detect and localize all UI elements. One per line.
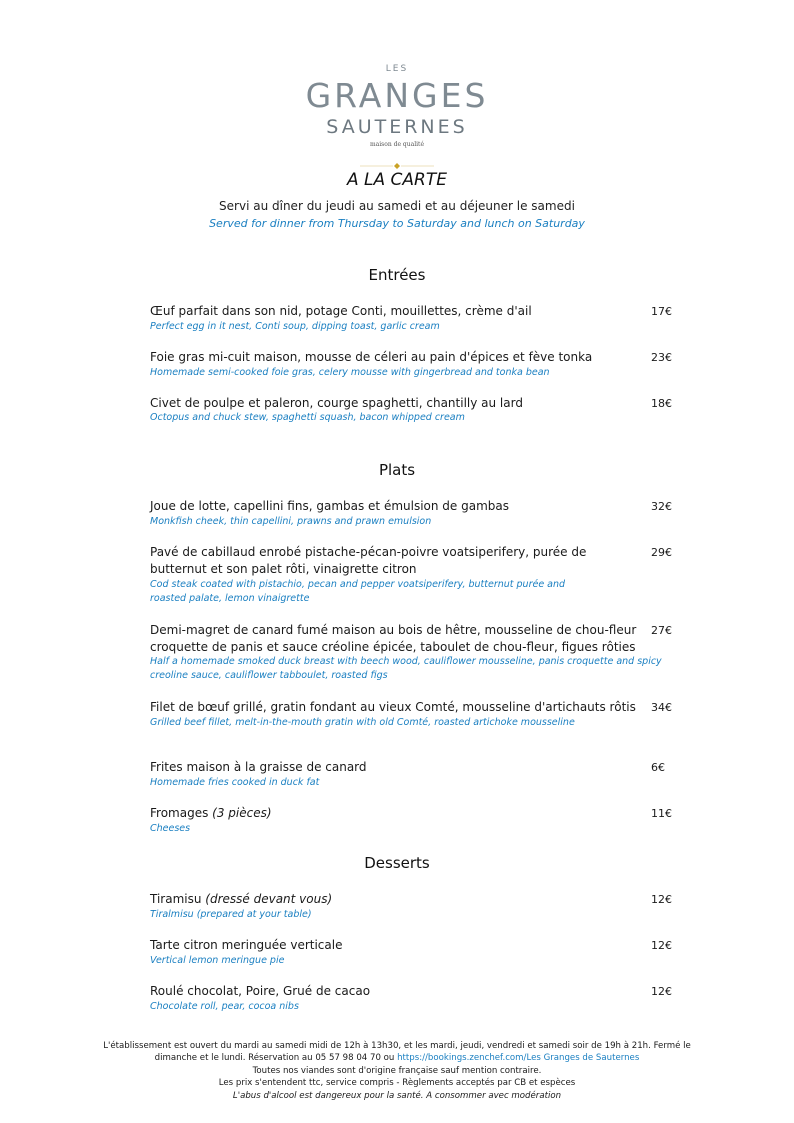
footer-prices: Les prix s'entendent ttc, service compris - Règlements acceptés par CB et espèces [218, 1078, 576, 1089]
dish-price: 6€ [651, 761, 665, 774]
dish-price: 23€ [651, 351, 672, 364]
dish-name: Joue de lotte, capellini fins, gambas et émulsion de gambas [150, 499, 510, 513]
dish-name: Frites maison à la graisse de canard [150, 760, 367, 774]
footer [100, 1040, 694, 1102]
dish-name: Demi-magret de canard fumé maison au bois de hêtre, mousseline de chou-fleur croquette de panis et sauce créoline épicée, taboulet de chou-fleur, figues rôties [150, 623, 637, 654]
dish-translation: Half a homemade smoked duck breast with beech wood, cauliflower mousseline, panis croquette and spicy creoline sauce, cauliflower tabboulet, roasted figs [150, 656, 662, 681]
served-en: Served for dinner from Thursday to Saturday and lunch on Saturday [209, 217, 585, 230]
logo-les: LES [385, 64, 409, 74]
served-fr: Servi au dîner du jeudi au samedi et au déjeuner le samedi [219, 199, 575, 213]
dish-price: 12€ [651, 939, 672, 952]
dish-note: (3 pièces) [212, 806, 272, 820]
dish-translation: Tiralmisu (prepared at your table) [150, 909, 312, 920]
diamond-divider-icon [360, 163, 434, 169]
section-title-plats: Plats [378, 461, 416, 479]
dish-translation: Chocolate roll, pear, cocoa nibs [150, 1001, 299, 1012]
booking-link[interactable]: https://bookings.zenchef.com/Les Granges de Sauternes [397, 1053, 640, 1064]
dish-price: 27€ [651, 624, 672, 637]
dish-translation: Cod steak coated with pistachio, pecan and pepper voatsiperifery, butternut purée and roasted palate, lemon vinaigrette [150, 579, 566, 604]
dish-translation: Octopus and chuck stew, spaghetti squash, bacon whipped cream [150, 412, 465, 423]
dish-translation: Monkfish cheek, thin capellini, prawns and prawn emulsion [150, 516, 432, 527]
dish-price: 18€ [651, 397, 672, 410]
dish-price: 12€ [651, 893, 672, 906]
dish-name-text: Tiramisu [150, 892, 206, 906]
logo-granges: GRANGES [305, 76, 489, 115]
logo-tagline: maison de qualité [369, 141, 425, 148]
dish-note: (dressé devant vous) [205, 892, 333, 906]
dish-price: 17€ [651, 305, 672, 318]
dish-name: Œuf parfait dans son nid, potage Conti, mouillettes, crème d'ail [150, 304, 532, 318]
logo-sauternes: SAUTERNES [326, 116, 468, 138]
dish-name: Pavé de cabillaud enrobé pistache-pécan-poivre voatsiperifery, purée de butternut et son palet rôti, vinaigrette citron [150, 545, 587, 576]
dish-name [150, 891, 642, 908]
page-title: A LA CARTE [347, 170, 447, 190]
dish-price: 34€ [651, 701, 672, 714]
dish-translation: Vertical lemon meringue pie [150, 955, 285, 966]
dish-translation: Perfect egg in it nest, Conti soup, dipping toast, garlic cream [150, 321, 440, 332]
dish-translation: Homemade semi-cooked foie gras, celery mousse with gingerbread and tonka bean [150, 367, 550, 378]
dish-name: Civet de poulpe et paleron, courge spaghetti, chantilly au lard [150, 396, 523, 410]
section-title-desserts: Desserts [364, 854, 430, 872]
dish-translation: Grilled beef fillet, melt-in-the-mouth gratin with old Comté, roasted artichoke mousseline [150, 717, 575, 728]
footer-origin: Toutes nos viandes sont d'origine française sauf mention contraire. [252, 1065, 542, 1076]
dish-name [150, 805, 642, 822]
dish-name: Foie gras mi-cuit maison, mousse de céleri au pain d'épices et fève tonka [150, 350, 593, 364]
footer-hours [100, 1040, 694, 1065]
dish-price: 11€ [651, 807, 672, 820]
section-title-entrees: Entrées [368, 266, 426, 284]
dish-price: 29€ [651, 546, 672, 559]
dish-name: Roulé chocolat, Poire, Grué de cacao [150, 984, 371, 998]
dish-translation: Cheeses [150, 823, 191, 834]
dish-translation: Homemade fries cooked in duck fat [150, 777, 320, 788]
dish-price: 32€ [651, 500, 672, 513]
dish-name-text: Fromages [150, 806, 213, 820]
dish-name: Tarte citron meringuée verticale [150, 938, 343, 952]
footer-hours-text: L'établissement est ouvert du mardi au samedi midi de 12h à 13h30, et les mardi, jeudi, vendredi et samedi soir de 19h à 21h. Fermé le dimanche et le lundi. Réservation au 05 57 98 04 70 ou [103, 1041, 691, 1064]
dish-price: 12€ [651, 985, 672, 998]
footer-alcohol: L'abus d'alcool est dangereux pour la santé. A consommer avec modération [232, 1090, 562, 1101]
dish-name: Filet de bœuf grillé, gratin fondant au vieux Comté, mousseline d'artichauts rôtis [150, 700, 636, 714]
